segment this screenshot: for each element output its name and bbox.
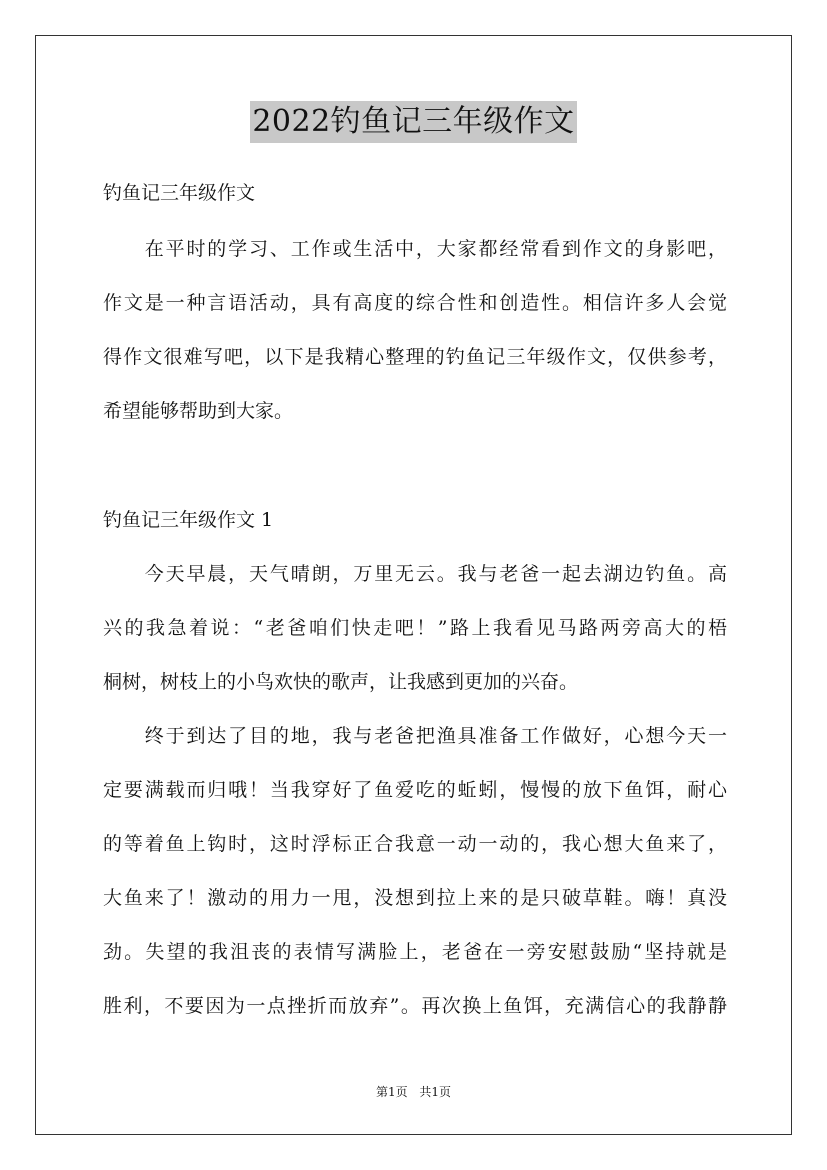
paragraph-line: 劲。失望的我沮丧的表情写满脸上，老爸在一旁安慰鼓励“坚持就是 (103, 941, 727, 963)
paragraph-line: 桐树，树枝上的小鸟欢快的歌声，让我感到更加的兴奋。 (103, 671, 579, 693)
page-number: 第1页 (375, 1085, 408, 1099)
page-total: 共1页 (419, 1085, 452, 1099)
document-title: 2022钓鱼记三年级作文 (250, 101, 576, 143)
paragraph-line: 作文是一种言语活动，具有高度的综合性和创造性。相信许多人会觉 (103, 292, 727, 314)
paragraph-line: 的等着鱼上钩时，这时浮标正合我意一动一动的，我心想大鱼来了， (103, 833, 727, 855)
section-heading: 钓鱼记三年级作文 (103, 182, 256, 204)
paragraph-line: 兴的我急着说：“老爸咱们快走吧！”路上我看见马路两旁高大的梧 (103, 617, 727, 639)
paragraph-line: 得作文很难写吧，以下是我精心整理的钓鱼记三年级作文，仅供参考， (103, 346, 727, 368)
paragraph-line: 终于到达了目的地，我与老爸把渔具准备工作做好，心想今天一 (103, 725, 727, 747)
section-heading: 钓鱼记三年级作文 1 (103, 509, 274, 531)
paragraph-line: 大鱼来了！激动的用力一甩，没想到拉上来的是只破草鞋。嗨！真没 (103, 887, 727, 909)
title-wrap (0, 101, 827, 143)
paragraph-line: 希望能够帮助到大家。 (103, 400, 294, 422)
page-footer (0, 1084, 827, 1100)
paragraph-line: 今天早晨，天气晴朗，万里无云。我与老爸一起去湖边钓鱼。高 (103, 563, 727, 585)
paragraph-line: 胜利，不要因为一点挫折而放弃”。再次换上鱼饵，充满信心的我静静 (103, 995, 727, 1017)
paragraph-line: 定要满载而归哦！当我穿好了鱼爱吃的蚯蚓，慢慢的放下鱼饵，耐心 (103, 779, 727, 801)
paragraph-line: 在平时的学习、工作或生活中，大家都经常看到作文的身影吧， (103, 238, 727, 260)
